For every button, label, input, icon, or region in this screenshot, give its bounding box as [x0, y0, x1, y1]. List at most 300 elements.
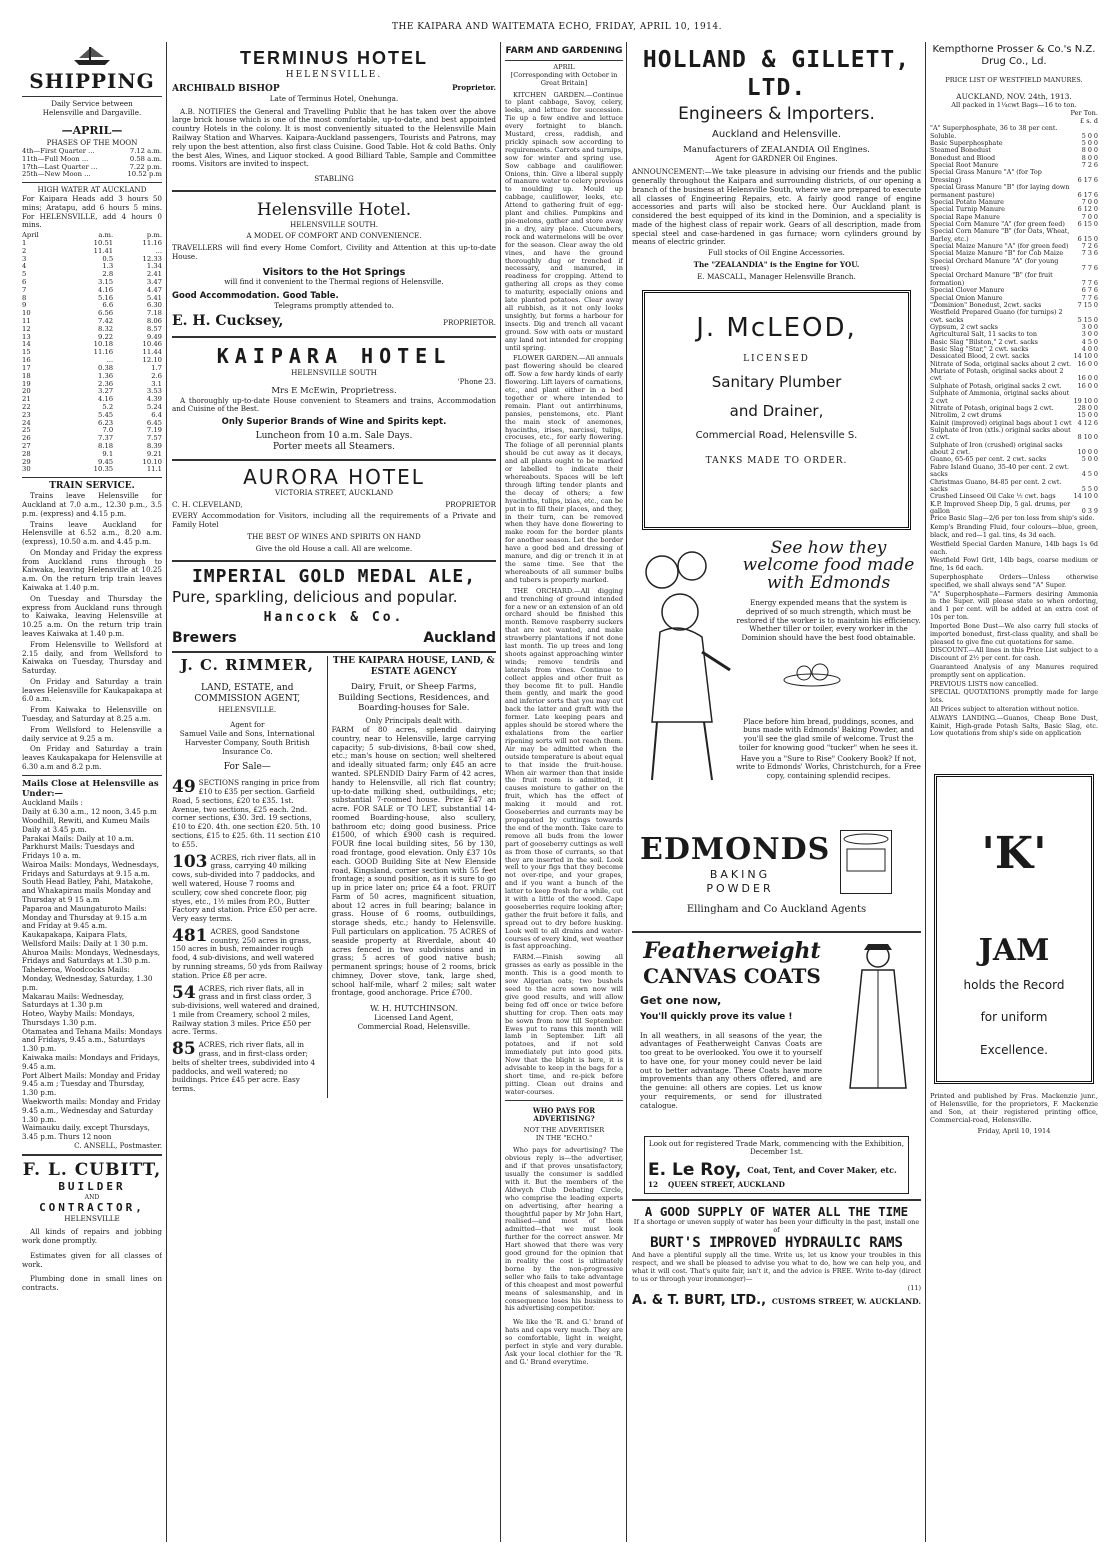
tide-am: 9.1 — [102, 449, 114, 458]
tide-am: 5.45 — [98, 410, 114, 419]
tide-row — [22, 459, 162, 467]
kaipara-house-ad — [332, 656, 496, 1098]
rimmer-lot-number: 103 — [172, 851, 208, 872]
aurora-hotel-prop: PROPRIETOR — [445, 499, 496, 509]
featherweight-ad — [632, 936, 921, 1136]
helensville-hotel-visitors: Visitors to the Hot Springs — [262, 266, 406, 278]
k-jam: JAM — [978, 932, 1050, 968]
helensville-hotel-place: HELENSVILLE SOUTH. — [289, 219, 379, 229]
holland-gillett-engine: The "ZEALANDIA" is the Engine for YOU. — [693, 259, 860, 269]
manure-price: 6 15 0 — [1077, 234, 1098, 243]
manure-price: 4 12 6 — [1077, 418, 1098, 427]
mail-entry: Waimauku daily, except Thursdays, 3.45 p.m. Thurs 12 noon — [22, 1123, 150, 1142]
aurora-hotel-best: THE BEST OF WINES AND SPIRITS ON HAND — [247, 532, 421, 542]
manure-name: Sulphate of Potash, original sacks 2 cwt. — [930, 381, 1062, 390]
manure-row — [930, 272, 1098, 287]
manure-price: 7 2 6 — [1081, 161, 1098, 170]
tide-day: 18 — [22, 371, 31, 380]
manure-name: Gypsum, 2 cwt sacks — [930, 322, 998, 331]
cubitt-place: HELENSVILLE — [64, 1213, 120, 1223]
column-rule — [166, 42, 167, 1542]
tide-row — [22, 365, 162, 373]
tide-am: 8.18 — [98, 442, 114, 451]
mail-entry: Makarau Mails: Wednesday, Saturdays at 1.30 p.m — [22, 991, 125, 1010]
mcleod-ad — [642, 290, 911, 530]
column-hotels — [172, 42, 496, 1542]
rimmer-lot-text: ACRES, rich river flats, all in grass, carrying 40 milking cows, sub-divided into 7 paddocks, and well watered, House 7 rooms and scullery, cow shed concrete floor, pig styes, etc., 1½ miles from P.O., Butter Factory and station. Price £50 per acre. Very easy terms. — [172, 852, 318, 924]
manure-row — [930, 427, 1098, 442]
mcleod-addr: Commercial Road, Helensville S. — [695, 429, 858, 441]
helensville-hotel-prop: PROPRIETOR. — [443, 318, 496, 328]
tide-row — [22, 263, 162, 271]
cubitt-text — [22, 1228, 162, 1293]
manure-name: Crushed Linseed Oil Cake ½ cwt. bags — [930, 492, 1056, 501]
tide-row — [22, 427, 162, 435]
rimmer-lot-number: 85 — [172, 1039, 196, 1060]
moon-time: 7.12 a.m. — [129, 146, 162, 155]
helensville-hotel-tele: Telegrams promptly attended to. — [274, 300, 394, 310]
tide-header — [22, 232, 162, 240]
train-paragraph: From Helensville to Wellsford at 2.15 daily, and from Wellsford to Kaiwaka on Tuesday, Thursday and Saturday. — [22, 639, 162, 676]
terminus-title: TERMINUS HOTEL — [240, 48, 428, 68]
featherweight-body: In all weathers, in all seasons of the year, the advantages of Featherweight Canvas Coats are too great to be overlooked. You owe it to yourself to have one, for your money could never be laid out to better advantage. These Coats have more improvements than any others offered, and are the genuine: all others are copies. Let us know your requirements, or send for illustrated catalogue. — [640, 1030, 822, 1110]
tide-pm: 2.6 — [151, 371, 162, 380]
edmonds-brand — [632, 828, 921, 928]
kaipara-house-principals: Only Principals dealt with. — [365, 716, 463, 726]
edmonds-book: Have you a "Sure to Rise" Cookery Book? If not, write to Edmonds' Works, Christchurch, for a Free copy, containing splendid recipes. — [736, 753, 921, 781]
rimmer-place: HELENSVILLE. — [218, 705, 277, 715]
mail-entry: Kaiwaka mails: Mondays and Fridays, 9.45 a.m. — [22, 1053, 161, 1071]
kaipara-house-farms: Dairy, Fruit, or Sheep Farms, Building Sections, Residences, and Boarding-houses for Sale. — [338, 682, 490, 713]
manure-price: 5 0 0 — [1081, 138, 1098, 147]
manure-name: Dessicated Blood, 2 cwt. sacks — [930, 352, 1030, 361]
tide-day: 17 — [22, 363, 31, 372]
tide-header-cell: a.m. — [98, 231, 114, 240]
rams-title: BURT'S IMPROVED HYDRAULIC RAMS — [650, 1234, 903, 1251]
tide-am: 9.22 — [98, 332, 114, 341]
edmonds-powder: POWDER — [706, 881, 774, 895]
train-title: TRAIN SERVICE. — [49, 481, 135, 492]
cubitt-contractor: CONTRACTOR, — [39, 1201, 145, 1215]
tide-row — [22, 271, 162, 279]
terminus-place: HELENSVILLE. — [285, 69, 383, 80]
tide-row — [22, 302, 162, 310]
helensville-hotel-body: TRAVELLERS will find every Home Comfort, Civility and Attention at this up-to-date House. — [172, 243, 496, 261]
mail-entry: Ahuroa Mails: Mondays, Wednesdays, Fridays and Saturdays at 1.30 p.m. — [22, 947, 161, 966]
tide-day: 22 — [22, 402, 31, 411]
moon-row — [22, 171, 162, 179]
moon-table — [22, 148, 162, 179]
manure-price: 16 0 0 — [1077, 374, 1098, 383]
tide-day: 5 — [22, 270, 27, 279]
aurora-hotel-call: Give the old House a call. All are welcome. — [255, 543, 413, 553]
tide-header-cell: p.m. — [146, 231, 162, 240]
k-title: 'K' — [981, 828, 1047, 880]
manure-name: Westfield Prepared Guano (for turnips) 2 cwt. sacks — [930, 308, 1063, 324]
bg-body: We like the 'R. and G.' brand of hats and caps very much. They are so comfortable, light in weight, perfect in style and very durable. Ask your local clothier for the 'R. and G.' Brand everytime. — [505, 1318, 623, 1366]
manure-price: 7 0 0 — [1081, 212, 1098, 221]
tide-row — [22, 295, 162, 303]
edmonds-place: Place before him bread, puddings, scones, and buns made with Edmonds' Baking Powder, and you'll see the glad smile of welcome. Trust the toiler for knowing good "tucker" when he sees it. — [738, 716, 919, 752]
tide-row — [22, 287, 162, 295]
edmonds-agents: Ellingham and Co Auckland Agents — [686, 903, 867, 915]
tide-am: 5.2 — [102, 402, 114, 411]
manure-name: K.P. Improved Sheep Dip, 5 gal. drums, per gallon — [930, 499, 1071, 515]
tide-row — [22, 435, 162, 443]
tide-pm: 4.47 — [146, 285, 162, 294]
tide-day: 8 — [22, 293, 27, 302]
holland-gillett-agent: Agent for GARDNER Oil Engines. — [715, 154, 838, 164]
rams-body: And have a plentiful supply all the time. Write us, let us know your troubles in this respect, and we shall be pleased to advise you what to do, how we can help you, and what it will cost. That's quite fair, isn't it, and the advice is FREE. Write to-day (direct to us or through your ironmonger)— — [632, 1250, 921, 1283]
manure-name: Special Orchard Manure "B" (for fruit formation) — [930, 271, 1053, 287]
ale-sub: Pure, sparkling, delicious and popular. — [172, 587, 458, 606]
tide-am: 8.32 — [98, 324, 114, 333]
kp-note: Price Basic Slag—2/6 per ton less from ship's side. — [930, 514, 1095, 523]
column-rule — [500, 42, 501, 1542]
moon-phase: 17th—Last Quarter ... — [22, 162, 98, 171]
tide-day: 11 — [22, 317, 31, 326]
kaipara-house-agent-role: Licensed Land Agent, — [374, 1013, 454, 1023]
mail-entry: Kaukapakapa, Kaipara Flats, Wellsford Mails: Daily at 1 30 p.m. — [22, 930, 149, 948]
tide-am: 0.5 — [102, 254, 114, 263]
tide-row — [22, 349, 162, 357]
manure-row — [930, 501, 1098, 516]
kaipara-house-body: FARM of 80 acres, splendid dairying country, near to Helensville, large carrying capacity; 5 sub-divisions, 8-bail cow shed, etc.; man's house on section; well sheltered and ideally situated farm; only £45 an acre wanted. SPLENDID Dairy Farm of 42 acres, handy to Helensville, all rich flat country; up-to-date milking shed, outbuildings, etc; substantial 7-roomed house. Price £47 an acre. FOR SALE or TO LET, substantial 14-roomed Boarding-house, also scullery, bathroom etc; doing good business. Price £1500, of which £900 cash is required. FOUR fine local building sites, 56 by 130, road frontage, good elevation. Only £37 10s each. GOOD Building Site at New Elenside road, Kingsland, corner section with 55 feet frontage; a sound position, as it is sure to go up in price later on; price £4 a foot. FRUIT Farm of 50 acres, magnificent situation, about 12 acres in full bearing; balance in grass. House of 6 rooms, outbuildings, storage sheds, etc.; handy to Helensville. Full particulars on application. 75 ACRES of seaside property at Riverdale, about 40 acres fenced in two subdivisions and in grass; 5 acres of good native bush; permanent springs; house of 2 rooms, brick chimney, Dover stove, tank, large shed, school half-mile, wharf 2 miles; salt water frontage, good anchorage. Price £700. — [331, 725, 496, 998]
coat-illustration — [838, 940, 918, 1090]
manure-price: 28 0 0 — [1077, 403, 1098, 412]
k-for: for uniform — [980, 1010, 1048, 1025]
kp-note: Westfield Fowl Grit, 14lb bags, coarse medium or fine, 1s 6d each. — [930, 556, 1098, 573]
tide-am: 3.15 — [98, 277, 114, 286]
kp-note: Guaranteed Analysis of any Manures required promptly sent on application. — [930, 662, 1098, 679]
imprint-date: Friday, April 10, 1914 — [977, 1126, 1051, 1135]
manure-row — [930, 169, 1098, 184]
farm-title: FARM AND GARDENING — [505, 46, 623, 56]
terminus-owner: ARCHIBALD BISHOP — [172, 83, 280, 94]
tide-pm: 8.39 — [146, 442, 162, 451]
manure-price: 0 3 9 — [1081, 506, 1098, 515]
tide-pm: 2.41 — [146, 270, 162, 279]
tide-pm: 7.18 — [146, 309, 162, 318]
holland-gillett-manager: E. MASCALL, Manager Helensville Branch. — [697, 271, 856, 281]
cubitt-paragraph: Plumbing done in small lines on contracts. — [22, 1274, 162, 1293]
manure-name: Special Grass Manure "A" (for Top Dressing) — [930, 168, 1042, 184]
train-paragraph: On Friday and Saturday a train leaves Kaukapakapa for Helensville at 6.30 a.m and 8.2 p.m. — [22, 744, 162, 771]
kp-lsd: £ s. d — [1079, 117, 1098, 126]
featherweight-prove: You'll quickly prove its value ! — [640, 1011, 793, 1022]
tide-am: 10.35 — [93, 465, 114, 474]
tide-pm: 7.57 — [146, 434, 162, 443]
tide-pm: 7.19 — [146, 426, 162, 435]
tide-am: 4.16 — [98, 395, 114, 404]
manure-name: Nitrolim, 2 cwt drums — [930, 411, 1002, 420]
edmonds-headline: See how they welcome food made with Edmonds — [742, 537, 915, 594]
rimmer-lot — [172, 925, 323, 981]
mail-entry: Hoteo, Wayby Mails: Mondays, Thursdays 1.30 p.m. — [22, 1009, 135, 1027]
manure-name: Special Clover Manure — [930, 286, 1005, 295]
tide-day: 3 — [22, 254, 27, 263]
shipping-sub: Daily Service between Helensville and Dargaville. — [42, 99, 142, 117]
kaipara-house-agent-addr: Commercial Road, Helensville. — [357, 1021, 470, 1031]
rimmer-lot-text: ACRES, rich river flats, all in grass and in first class order, 3 sub-divisions, well watered and drained, 1 mile from Creamery, school 2 miles, Railway station 3 miles. Price £50 per acre. Terms. — [172, 983, 320, 1037]
aurora-hotel-title: AURORA HOTEL — [243, 464, 425, 489]
tide-day: 2 — [22, 246, 27, 255]
cubitt-name: F. L. CUBITT, — [22, 1159, 162, 1180]
manure-price: 4 0 0 — [1081, 345, 1098, 354]
kp-note: Westfield Special Garden Manure, 14lb bags 1s 6d each. — [930, 539, 1098, 556]
kp-note: DISCOUNT.—All lines in this Price List subject to a Discount of 2½ per cent. for cash. — [930, 646, 1098, 663]
helensville-hotel-conv: will find it convenient to the Thermal regions of Helensville. — [224, 277, 444, 287]
tide-day: 9 — [22, 301, 27, 310]
kaipara-hotel-brands: Only Superior Brands of Wine and Spirits kept. — [221, 417, 447, 428]
manure-name: Special Corn Manure "B" (for Oats, Wheat, Barley, etc.) — [930, 227, 1070, 243]
kp-perton: Per Ton. — [1070, 109, 1098, 118]
farm-paragraph: THE ORCHARD.—All digging and trenching of ground intended for a new or an extension of an old orchard should be finished this month. Remove raspberry suckers that are not wanted, and make strawberry plantations if not done last month. Tie up trees and long shoots against approaching winter winds; remove tendrils and laterals from vines. Continue to collect apples and other fruit as they become fit to pull. Handle them gently, and mark the good and inferior sorts that you may cut back the latter and graft with the former. Late keeping pears and apples should be stored where the exhalations from the earlier ripening sorts will not reach them. Air may be admitted when the outside temperature is about equal to that inside the fruit-house. When air warmer than that inside the fruit room is admitted, it causes moisture to gather on the fruit, which has the effect of making it mould and rot. Gooseberries and currants may be propagated by cuttings towards the end of the month. Take care to remove all buds from the lower part of gooseberry cuttings as well as from those of currants, so that they are inserted in the soil. Look well to your figs that they become not over-ripe, and your grapes, and if you want a bunch of the latter to keep fresh for a while, cut it with a little of the wood. Cape gooseberries require looking after; gather the fruit before it falls, and spread out to dry before husking. Look well to all drains and water-courses of every kind, wet weather is fast approaching. — [505, 586, 623, 951]
tide-am: 4.16 — [98, 285, 114, 294]
manure-price: 14 10 0 — [1073, 492, 1098, 501]
manure-name: Guano, 65-65 per cent. 2 cwt. sacks — [930, 455, 1047, 464]
tide-day: 10 — [22, 309, 31, 318]
tide-row — [22, 318, 162, 326]
terminus-stabling: STABLING — [314, 174, 354, 184]
tide-day: 21 — [22, 395, 31, 404]
tide-day: 13 — [22, 332, 31, 341]
holland-gillett-stocks: Full stocks of Oil Engine Accessories. — [708, 248, 845, 258]
rimmer-agent: Agent for — [230, 720, 265, 730]
tide-pm: 10.46 — [142, 340, 162, 349]
mail-entry: Wairoa Mails: Mondays, Wednesdays, Fridays and Saturdays at 9.15 a.m. — [22, 859, 159, 878]
tide-am: 11.41 — [93, 246, 114, 255]
manure-price-table — [930, 125, 1098, 515]
high-water-title: HIGH WATER AT AUCKLAND — [37, 185, 147, 195]
tide-day: 23 — [22, 410, 31, 419]
train-paragraph: On Friday and Saturday a train leaves Helensville for Kaukapakapa at 6.0 a.m. — [22, 676, 162, 704]
workers-illustration — [632, 542, 732, 782]
manure-row — [930, 125, 1098, 140]
manure-row — [930, 309, 1098, 324]
manure-price: 8 0 0 — [1081, 146, 1098, 155]
tide-am: 11.16 — [93, 348, 114, 357]
helensville-hotel-model: A MODEL OF COMFORT AND CONVENIENCE. — [246, 231, 422, 241]
moon-title: PHASES OF THE MOON — [46, 138, 138, 148]
manure-price: 6 17 6 — [1077, 190, 1098, 199]
terminus-body: A.B. NOTIFIES the General and Travelling Public that he has taken over the above large brick house which is one of the most comfortable, up-to-date, and best appointed country Hotels in the colony. It is most conveniently situated to the Helensville Main Railway Station and Wharves. Kaipara-Auckland passengers, Tourists and Patrons, may rely upon the best attention, also first class Cuisine. Good Table. Hot & cold Baths. Only the best Ales, Wines, and Liquor stocked. A good Billiard Table, Sample and Committee rooms. Visitors are invited to inspect. — [172, 106, 496, 169]
high-water-note: For Kaipara Heads add 3 hours 50 mins; Aratapu, add 6 hours 5 mins. For HELENSVILLE, add 4 hours 0 mins. — [22, 193, 162, 230]
manure-name: Sulphate of Iron (crushed) original sacks about 2 cwt. — [930, 440, 1063, 457]
manure-price: 7 2 6 — [1081, 242, 1098, 251]
moon-time: 0.58 a.m. — [129, 154, 162, 163]
tide-day: 15 — [22, 348, 31, 357]
tide-am: 7.37 — [98, 434, 114, 443]
manure-name: Special Potato Manure — [930, 197, 1004, 206]
mail-entry: Waekworth mails: Monday and Friday 9.45 a.m., Wednesday and Saturday 1.30 p.m. — [22, 1096, 161, 1124]
water-sub: If a shortage or uneven supply of water has been your difficulty in the past, install one of — [633, 1217, 920, 1234]
mail-entry: Parakai Mails: Daily at 10 a.m. — [22, 833, 134, 843]
train-paragraph: On Tuesday and Thursday the express from Auckland runs through to Kaiwaka, leaving Helensville at 10.25 a.m. On the return trip train leaves Kaiwaka at 1.40 p.m. — [22, 593, 162, 638]
tide-am: 6.56 — [98, 309, 114, 318]
manure-name: Basic Superphosphate — [930, 138, 1003, 147]
april-heading: —APRIL— — [61, 123, 123, 137]
rimmer-lot-text: ACRES, good Sandstone country, 250 acres in grass, 150 acres in bush, remainder rough food, 4 sub-divisions, and well watered by running streams, 50 yds from Railway station. Price £8 per acre. — [172, 926, 323, 980]
tide-day: 14 — [22, 340, 31, 349]
kp-title: Kempthorne Prosser & Co.'s N.Z. Drug Co., Ld. — [932, 44, 1096, 67]
tide-row — [22, 412, 162, 420]
mail-entry: South Head Batley, Pahi, Matakohe, and Whakapirau mails Monday and Thursday at 9 15 a.m — [22, 877, 154, 904]
manure-row — [930, 464, 1098, 479]
rimmer-name: J. C. RIMMER, — [180, 656, 314, 675]
kp-note: ALWAYS LANDING.—Guanos, Cheap Bone Dust, Kainit, High-grade Potash Salts, Basic Slag, etc. Low quotations from ship's side on application — [930, 713, 1098, 738]
kaipara-hotel-phone: 'Phone 23. — [457, 376, 496, 386]
manure-row — [930, 390, 1098, 405]
mail-entry: Parkhurst Mails: Tuesdays and Fridays 10 a. m. — [22, 842, 135, 861]
rimmer-lot — [172, 851, 323, 924]
rimmer-lot-number: 49 — [172, 777, 196, 798]
manure-price: 19 10 0 — [1073, 396, 1098, 405]
column-ads — [632, 42, 921, 1542]
rams-number: (11) — [907, 1284, 921, 1293]
shipping-title: SHIPPING — [29, 68, 155, 93]
manure-price: 7 3 6 — [1081, 249, 1098, 258]
postmaster: C. ANSELL, Postmaster. — [74, 1140, 162, 1150]
terminus-late: Late of Terminus Hotel, Onehunga. — [269, 93, 399, 103]
imprint: Printed and published by Fras. Mackenzie junr., of Helensville, for the proprietors, F. Mackenzie and Son, at their registered printing office, Commercial-road, Helensville. — [930, 1092, 1098, 1125]
manure-price: 6 7 6 — [1081, 286, 1098, 295]
tide-row — [22, 341, 162, 349]
manure-price: 5 5 0 — [1081, 484, 1098, 493]
tide-day: 29 — [22, 457, 31, 466]
rimmer-ad — [172, 656, 328, 1098]
manure-row — [930, 368, 1098, 383]
manure-name: Sulphate of Iron (xtls.) original sacks about 2 cwt. — [930, 426, 1071, 442]
k-holds: holds the Record — [963, 977, 1065, 992]
tide-pm: 6.4 — [151, 410, 162, 419]
adv-sub: NOT THE ADVERTISER — [523, 1126, 605, 1135]
tide-pm: 3.47 — [146, 277, 162, 286]
column-shipping — [22, 42, 162, 1542]
kp-note: Kemp's Branding Fluid, four colours—blue, green, black, and red—1 gal. tins, 4s 3d each. — [930, 523, 1098, 539]
column-farm-gardening — [505, 42, 623, 1542]
kp-note: Imported Bone Dust—We also carry full stocks of imported bonedust, first-class quality, and shall be pleased to give fine cut quotations for same. — [930, 621, 1098, 646]
tide-am: 10.18 — [93, 340, 114, 349]
train-paragraph: From Wellsford to Helensville a daily service at 9.25 a m. — [22, 724, 162, 743]
kaipara-hotel-lunch: Luncheon from 10 a.m. Sale Days. — [255, 430, 413, 441]
tide-pm: 12.10 — [142, 356, 162, 365]
mail-entry: Daily at 6.30 a.m., 12 noon, 3.45 p.m — [22, 807, 157, 817]
mcleod-name: J. McLEOD, — [696, 312, 857, 343]
tide-am: 2.8 — [102, 270, 114, 279]
kaipara-hotel-owner: Mrs E McEwin, Proprietress. — [271, 386, 397, 397]
manure-price: 3 0 0 — [1081, 322, 1098, 331]
kaipara-house-agent: W. H. HUTCHINSON. — [370, 1004, 458, 1014]
holland-gillett-mfr: Manufacturers of ZEALANDIA Oil Engines. — [683, 145, 870, 156]
leroy-role: Coat, Tent, and Cover Maker, etc. — [747, 1164, 897, 1175]
tide-row — [22, 404, 162, 412]
aurora-hotel-body: EVERY Accommodation for Visitors, including all the requirements of a Private and Family Hotel — [172, 511, 496, 530]
manure-name: Nitrate of Soda, original sacks about 2 cwt. — [930, 359, 1072, 368]
manure-price: 5 15 0 — [1077, 315, 1098, 324]
farm-paragraph: KITCHEN GARDEN.—Continue to plant cabbage, Savoy, celery, leeks, and lettuce for succession. Tie up a few endive and lettuce every fortnight to blanch. Mustard, cress, raddish, and prickly spinach sow according to requirements. Carrots and turnips, sow for winter and spring use. Sow cabbage and cauliflower. Onions, thin. Give a liberal supply of manure water to celery previous to moulding up. Mould up cabbage, cauliflower, leeks, etc. Attend to gathering fruit of egg-plant and chilies. Pumpkins and pie-melons, gather and store away in a dry, airy place. Cucumbers, rock and watermelons will be over for the season. Clear away the old vines, and have the ground thoroughly dug or trenched if necessary, and manured, in readiness for cropping. Attend to gathering all crops as they come to maturity, especially onions and late planted potatoes. Clear away all rubbish, as it not only looks unsightly, but forms a harbour for insects. Dig and trench all vacant ground. Sow with oats or mustard any land not intended for cropping until spring. — [505, 90, 623, 352]
manure-name: Steamed Bonedust — [930, 146, 991, 155]
ale-maker: Hancock & Co. — [263, 610, 405, 626]
train-paragraph: Trains leave Auckland for Helensville at 6.52 a.m., 8.20 a.m. (express), 10.50 a.m. and 4.45 p.m. — [22, 519, 162, 547]
burt-name: A. & T. BURT, LTD., — [632, 1293, 767, 1309]
mail-entry: Auckland Mails : — [22, 798, 83, 808]
edmonds-tin-icon — [840, 830, 892, 894]
mcleod-licensed: LICENSED — [743, 354, 810, 365]
tide-day: 7 — [22, 285, 27, 294]
mail-entry: Otamatea and Tehana Mails: Mondays and Fridays, 9.45 a.m., Saturdays 1.30 p.m. — [22, 1026, 162, 1054]
manure-price: 15 0 0 — [1077, 411, 1098, 420]
manure-name: Special Orchard Manure "A" (for young trees) — [930, 256, 1059, 273]
manure-price: 5 0 0 — [1081, 455, 1098, 464]
tide-day: 26 — [22, 434, 31, 443]
rimmer-lot — [172, 982, 323, 1038]
train-paragraph: Trains leave Helensville for Auckland at 7.0 a.m., 12.30 p.m., 3.5 p.m. (express) and 4.15 p.m. — [22, 491, 162, 518]
leroy-box — [644, 1136, 909, 1194]
manure-price: 8 0 0 — [1081, 153, 1098, 162]
kp-notes — [930, 515, 1098, 738]
rimmer-lot-number: 481 — [172, 925, 208, 946]
kp-list-title: PRICE LIST OF WESTFIELD MANURES. — [945, 76, 1083, 84]
rimmer-lot — [172, 1041, 323, 1094]
adv-title: WHO PAYS FOR ADVERTISING? — [532, 1105, 596, 1124]
leroy-number: 12 — [648, 1179, 659, 1189]
k-jam-ad — [934, 774, 1094, 1084]
tide-am: 1.36 — [98, 371, 114, 380]
holland-gillett-place: Auckland and Helensville. — [712, 128, 841, 140]
rimmer-lots — [172, 779, 323, 1094]
farm-paragraphs — [505, 92, 623, 1097]
holland-gillett-title: HOLLAND & GILLETT, LTD. — [642, 47, 911, 102]
manure-price: 16 0 0 — [1077, 381, 1098, 390]
tide-row — [22, 466, 162, 474]
manure-name: Basic Slag "Star," 2 cwt. sacks — [930, 345, 1029, 354]
tide-pm: 9.21 — [146, 449, 162, 458]
manure-name: Agricultural Salt, 11 sacks to ton — [930, 330, 1038, 339]
tide-pm: 5.24 — [146, 402, 162, 411]
manure-name: Christmas Guano, 84-85 per cent. 2 cwt. sacks — [930, 477, 1062, 493]
moon-phase: 4th—First Quarter ... — [22, 146, 95, 155]
manure-price: 4 5 0 — [1081, 337, 1098, 346]
burt-address: CUSTOMS STREET, W. AUCKLAND. — [771, 1297, 921, 1307]
ale-title: IMPERIAL GOLD MEDAL ALE, — [191, 565, 477, 587]
tide-pm: 3.53 — [146, 387, 162, 396]
manure-price: 16 0 0 — [1077, 359, 1098, 368]
farm-corr: [Corresponding with October in Great Britain] — [510, 70, 618, 87]
manure-row — [930, 184, 1098, 199]
tide-am: 2.36 — [98, 379, 114, 388]
kp-note: "A" Superphosphate—Farmers desiring Ammonia in the Super. will please state so when ordering, and 1 per cent. will be added at an extra cost of 10s per ton. — [930, 589, 1098, 622]
ale-brewers: Brewers — [172, 630, 237, 647]
tide-pm: 6.30 — [146, 301, 162, 310]
manure-price: 5 0 0 — [1081, 131, 1098, 140]
kp-note: Superphosphate Orders—Unless otherwise specified, we shall always send "A" Super. — [930, 573, 1098, 589]
manure-name: Special Rape Manure — [930, 212, 1000, 221]
mail-entry: Woodhill, Rewiti, and Kumeu Mails Daily at 3.45 p.m. — [22, 815, 150, 834]
manure-name: Basic Slag "Bilston," 2 cwt. sacks — [930, 337, 1038, 346]
tide-row — [22, 279, 162, 287]
mail-entry: Port Albert Mails: Monday and Friday 9.45 a.m ; Tuesday and Thursday, 1.30 p.m. — [22, 1070, 161, 1098]
tide-am: 7.42 — [98, 317, 114, 326]
tide-pm: ... — [155, 246, 162, 255]
tide-header-cell: April — [22, 231, 39, 240]
tide-day: 30 — [22, 465, 31, 474]
rimmer-agencies: Samuel Vaile and Sons, International Harvester Company, South British Insurance Co. — [179, 729, 315, 756]
helensville-hotel-good: Good Accommodation. Good Table. — [172, 291, 339, 302]
tide-pm: 3.1 — [151, 379, 162, 388]
kp-note: PREVIOUS LISTS now cancelled. — [930, 679, 1039, 688]
manure-price: 7 0 0 — [1081, 197, 1098, 206]
